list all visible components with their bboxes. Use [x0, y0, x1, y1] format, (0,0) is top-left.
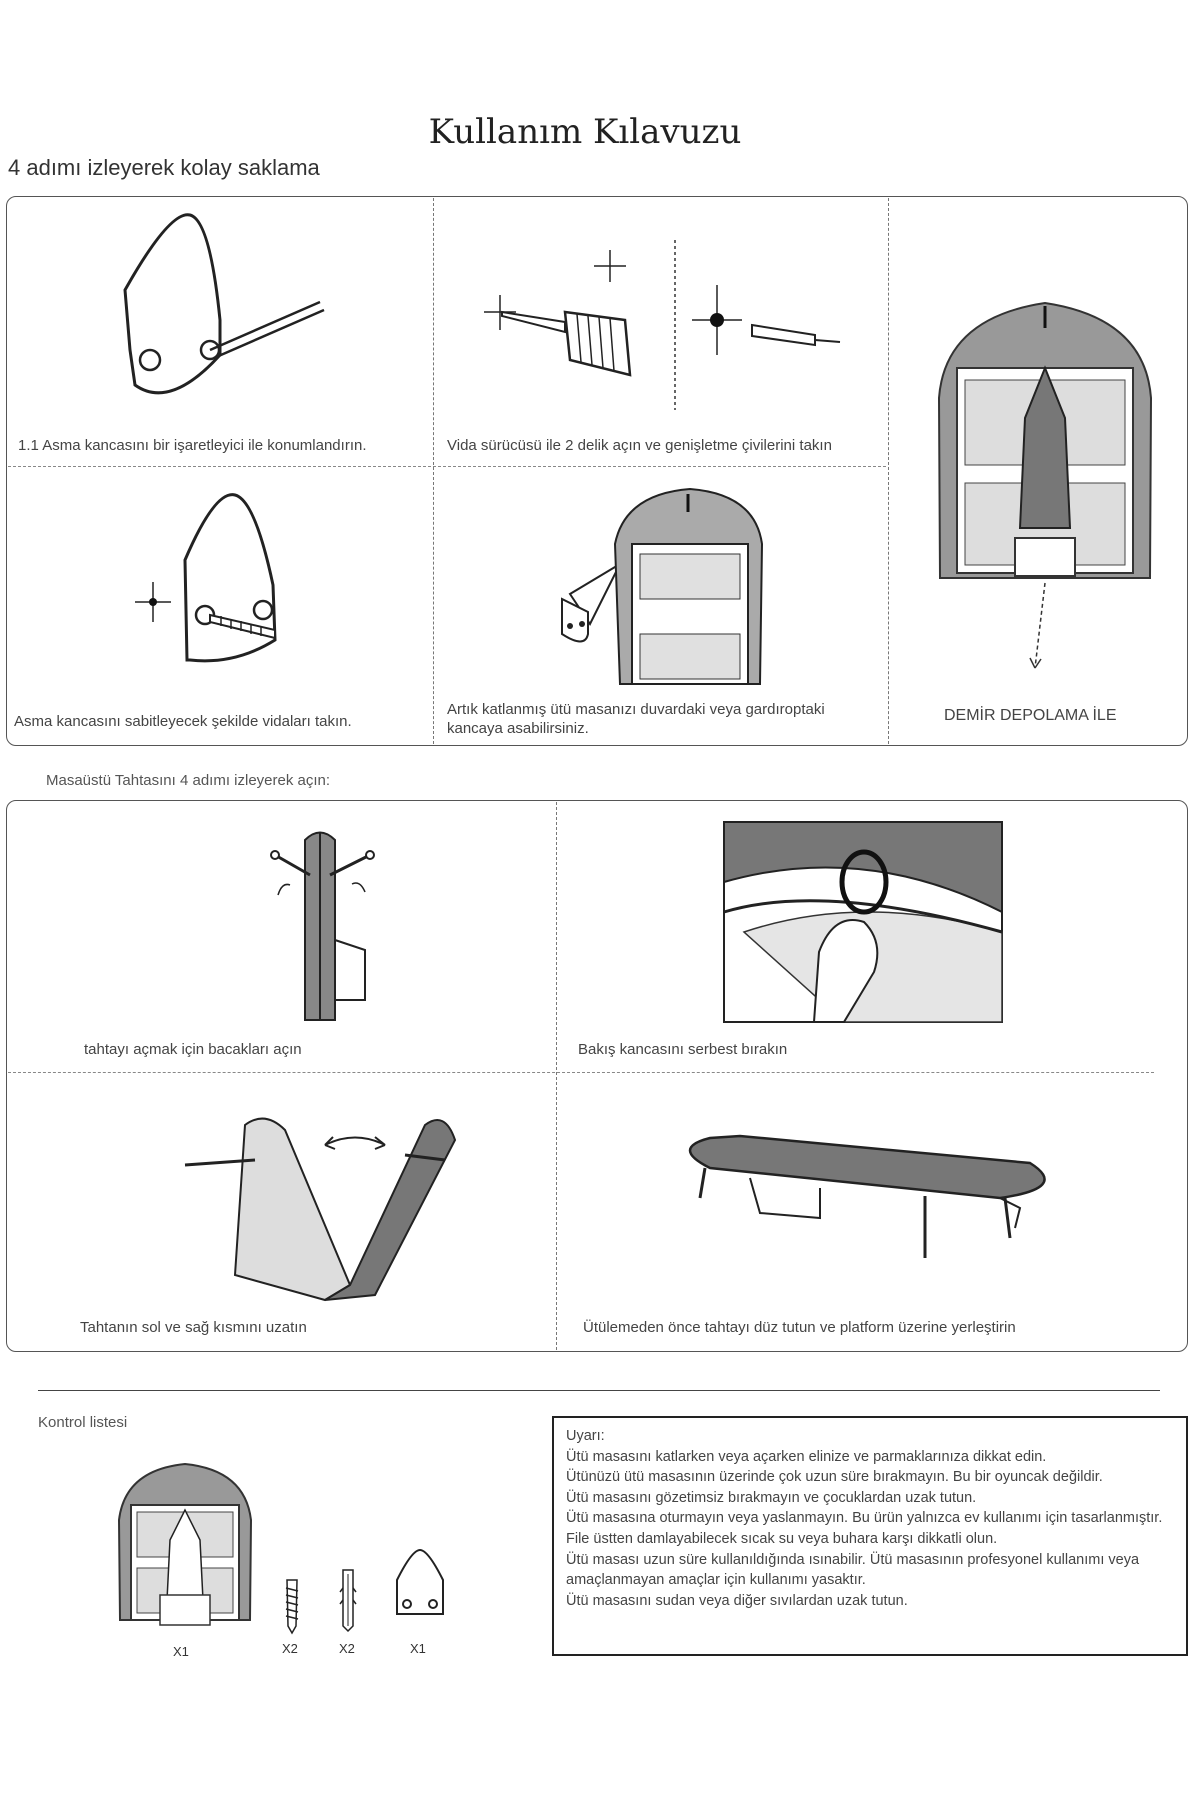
checklist-count-screw: X2: [282, 1641, 298, 1656]
drill-plug-illustration: [480, 240, 860, 410]
screw-icon: [284, 1578, 300, 1634]
open-section-title: Masaüstü Tahtasını 4 adımı izleyerek açın:: [46, 772, 331, 789]
storage-step-2-caption: Vida sürücüsü ile 2 delik açın ve genişletme çivilerini takın: [447, 437, 832, 454]
open-divider-v: [556, 802, 557, 1350]
storage-divider-row: [8, 466, 886, 467]
hanging-board-illustration: [540, 484, 780, 694]
release-hook-illustration: [724, 822, 1002, 1022]
warning-line: Ütü masasına oturmayın veya yaslanmayın. Bu ürün yalnızca ev kullanımı için tasarlanmıştır.: [566, 1510, 1163, 1527]
warning-line: Ütü masası uzun süre kullanıldığında ısınabilir. Ütü masasının profesyonel kullanımı veya amaçlanmayan amaçlar için kullanımı yasaktır.: [566, 1551, 1140, 1589]
hook-marker-illustration: [110, 210, 340, 410]
warning-line: Ütü masasını katlarken veya açarken elinize ve parmaklarınıza dikkat edin.: [566, 1448, 1047, 1465]
flat-board-illustration: [670, 1118, 1060, 1288]
storage-step-5-caption: DEMİR DEPOLAMA İLE: [944, 707, 1117, 724]
hanging-hook-icon: [394, 1548, 446, 1620]
page-subtitle: 4 adımı izleyerek kolay saklama: [8, 155, 320, 180]
checklist-count-hook: X1: [410, 1641, 426, 1656]
open-step-3-caption: Tahtanın sol ve sağ kısmını uzatın: [80, 1319, 307, 1336]
warning-line: Ütü masasını sudan veya diğer sıvılardan uzak tutun.: [566, 1592, 908, 1609]
section-separator: [38, 1390, 1160, 1391]
checklist-count-board: X1: [173, 1644, 189, 1659]
storage-divider-2: [888, 198, 889, 744]
checklist-count-plug: X2: [339, 1641, 355, 1656]
warning-box: [552, 1416, 1188, 1656]
storage-step-4-caption: Artık katlanmış ütü masanızı duvardaki veya gardıroptaki kancaya asabilirsiniz.: [447, 701, 825, 737]
open-step-1-caption: tahtayı açmak için bacakları açın: [84, 1041, 302, 1058]
extend-board-illustration: [175, 1105, 460, 1305]
storage-divider-1: [433, 198, 434, 744]
hook-screw-illustration: [125, 490, 305, 670]
storage-step-3-caption: Asma kancasını sabitleyecek şekilde vidaları takın.: [14, 713, 352, 730]
open-step-2-caption: Bakış kancasını serbest bırakın: [578, 1041, 788, 1058]
open-step-4-caption: Ütülemeden önce tahtayı düz tutun ve platform üzerine yerleştirin: [583, 1319, 1016, 1336]
board-with-iron-illustration: [935, 298, 1155, 678]
checklist-title: Kontrol listesi: [38, 1414, 128, 1431]
warning-heading: Uyarı:: [566, 1428, 605, 1444]
folded-board-legs-illustration: [260, 820, 420, 1040]
open-divider-h: [8, 1072, 1154, 1073]
page-title: Kullanım Kılavuzu: [428, 112, 742, 152]
folded-board-icon: [115, 1460, 255, 1630]
storage-step-1-caption: 1.1 Asma kancasını bir işaretleyici ile konumlandırın.: [18, 437, 367, 454]
warning-line: Ütünüzü ütü masasının üzerinde çok uzun süre bırakmayın. Bu bir oyuncak değildir.: [566, 1469, 1103, 1486]
warning-line: Ütü masasını gözetimsiz bırakmayın ve çocuklardan uzak tutun.: [566, 1489, 977, 1506]
wall-plug-icon: [339, 1568, 357, 1632]
warning-line: File üstten damlayabilecek sıcak su veya buhara karşı dikkatli olun.: [566, 1530, 998, 1547]
